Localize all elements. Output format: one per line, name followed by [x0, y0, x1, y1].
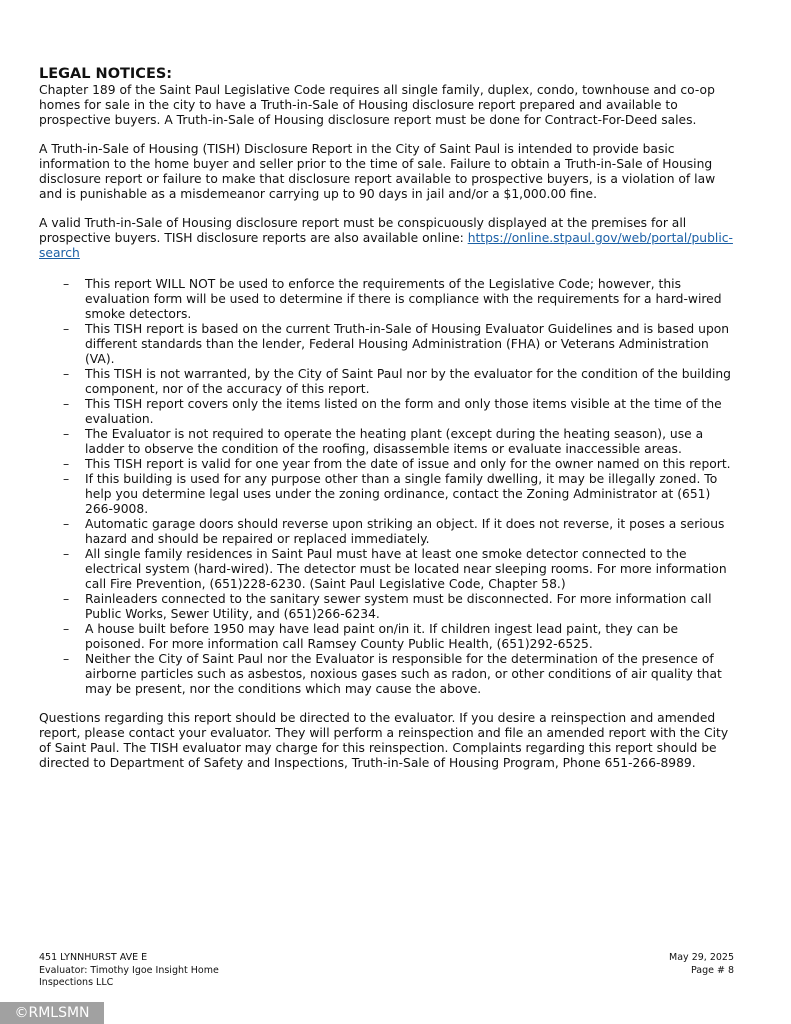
- list-item: – Automatic garage doors should reverse upon striking an object. If it does not reverse, it poses a serious hazard and should be repaired or replaced immediately.: [39, 517, 739, 547]
- paragraph-valid-report-text: A valid Truth-in-Sale of Housing disclosure report must be conspicuously displayed at the premises for all prospective buyers. TISH disclosure reports are also available online:: [39, 216, 687, 245]
- document-page: [39, 66, 739, 785]
- legal-notices-heading: LEGAL NOTICES:: [39, 66, 173, 82]
- list-item: – Rainleaders connected to the sanitary sewer system must be disconnected. For more information call Public Works, Sewer Utility, and (651)266-6234.: [39, 592, 739, 622]
- footer-evaluator: Evaluator: Timothy Igoe Insight Home Inspections LLC: [39, 964, 219, 988]
- rmlsmn-watermark: ©RMLSMN: [0, 1002, 104, 1024]
- footer-right: [669, 952, 734, 977]
- paragraph-tish-intent: A Truth-in-Sale of Housing (TISH) Disclosure Report in the City of Saint Paul is intended to provide basic information to the home buyer and seller prior to the time of sale. Failure to obtain a Truth-in-Sale of Housing disclosure report or failure to make that disclosure report available to prospective buyers, is a violation of law and is punishable as a misdemeanor carrying up to 90 days in jail and/or a $1,000.00 fine.: [39, 142, 716, 201]
- list-item: – A house built before 1950 may have lead paint on/in it. If children ingest lead paint, they can be poisoned. For more information call Ramsey County Public Health, (651)292-6525.: [39, 622, 739, 652]
- footer-address: 451 LYNNHURST AVE E: [39, 952, 148, 963]
- list-item: – All single family residences in Saint Paul must have at least one smoke detector connected to the electrical system (hard-wired). The detector must be located near sleeping rooms. For more information call Fire Prevention, (651)228-6230. (Saint Paul Legislative Code, Chapter 58.): [39, 547, 739, 592]
- list-item: – This TISH is not warranted, by the City of Saint Paul nor by the evaluator for the condition of the building component, nor of the accuracy of this report.: [39, 367, 739, 397]
- list-item: – The Evaluator is not required to operate the heating plant (except during the heating season), use a ladder to observe the condition of the roofing, disassemble items or evaluate inaccessible areas.: [39, 427, 739, 457]
- list-item: – This TISH report is based on the current Truth-in-Sale of Housing Evaluator Guidelines and is based upon different standards than the lender, Federal Housing Administration (FHA) or Veterans Administration (VA).: [39, 322, 739, 367]
- paragraph-chapter-189: Chapter 189 of the Saint Paul Legislative Code requires all single family, duplex, condo, townhouse and co-op homes for sale in the city to have a Truth-in-Sale of Housing disclosure report prepared and available to prospective buyers. A Truth-in-Sale of Housing disclosure report must be done for Contract-For-Deed sales.: [39, 83, 715, 127]
- paragraph-valid-report: [39, 216, 739, 261]
- notice-list: [39, 277, 739, 697]
- list-item: – This report WILL NOT be used to enforce the requirements of the Legislative Code; however, this evaluation form will be used to determine if there is compliance with the requirements for a hard-wired smoke detectors.: [39, 277, 739, 322]
- list-item: – This TISH report covers only the items listed on the form and only those items visible at the time of the evaluation.: [39, 397, 739, 427]
- paragraph-questions: Questions regarding this report should be directed to the evaluator. If you desire a reinspection and amended report, please contact your evaluator. They will perform a reinspection and file an amended report with the City of Saint Paul. The TISH evaluator may charge for this reinspection. Complaints regarding this report should be directed to Department of Safety and Inspections, Truth-in-Sale of Housing Program, Phone 651-266-8989.: [39, 711, 729, 770]
- footer-date: May 29, 2025: [669, 952, 734, 963]
- list-item: – If this building is used for any purpose other than a single family dwelling, it may be illegally zoned. To help you determine legal uses under the zoning ordinance, contact the Zoning Administrator at (651) 266-9008.: [39, 472, 739, 517]
- list-item: – Neither the City of Saint Paul nor the Evaluator is responsible for the determination of the presence of airborne particles such as asbestos, noxious gases such as radon, or other conditions of air quality that may be present, nor the conditions which may cause the above.: [39, 652, 739, 697]
- list-item: – This TISH report is valid for one year from the date of issue and only for the owner named on this report.: [39, 457, 739, 472]
- public-search-link[interactable]: https://online.stpaul.gov/web/portal/public-search: [39, 231, 733, 260]
- footer-page-number: Page # 8: [690, 964, 734, 976]
- footer-left: [39, 952, 259, 990]
